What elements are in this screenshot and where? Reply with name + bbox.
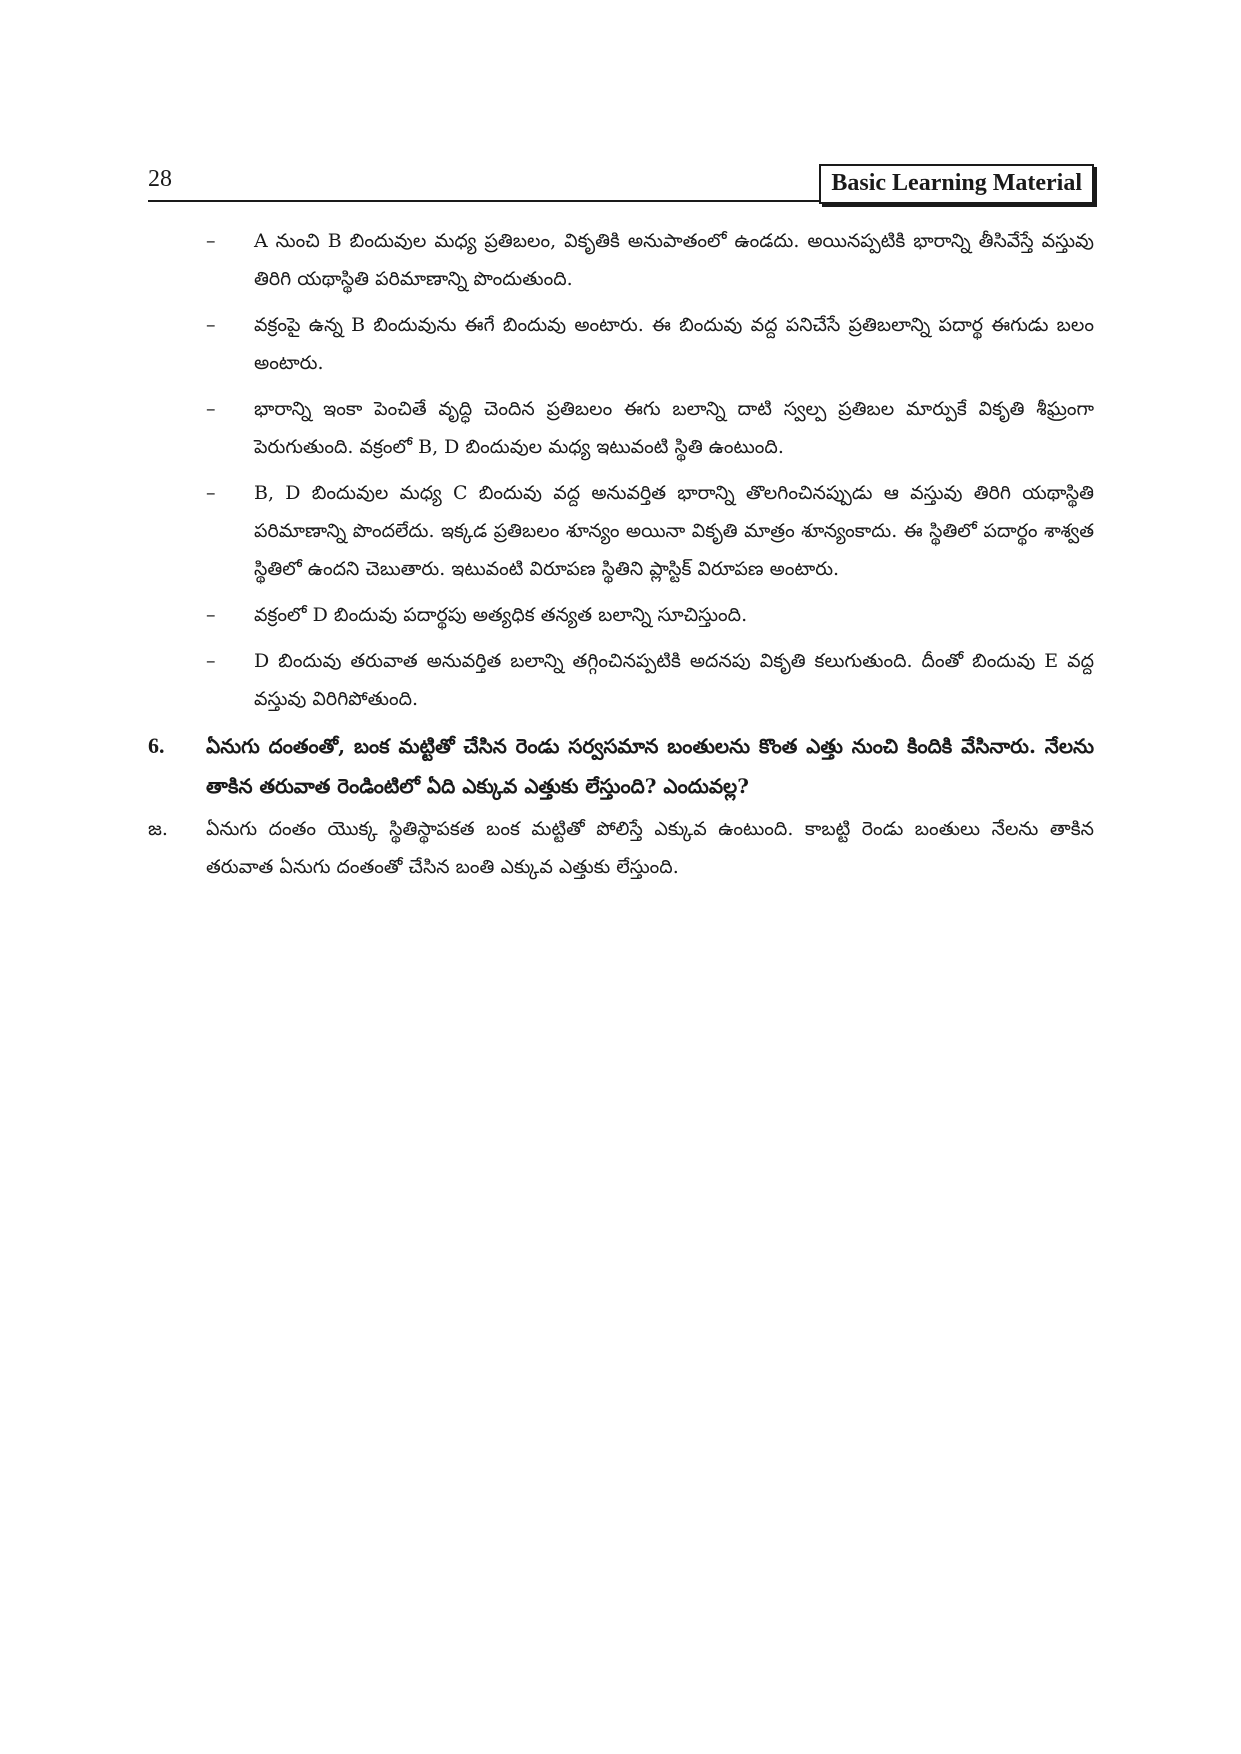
bullet-item	[148, 306, 1094, 382]
page-content	[148, 222, 1094, 886]
bullet-item	[148, 474, 1094, 588]
bullet-dash: –	[206, 604, 216, 626]
bullet-item	[148, 390, 1094, 466]
bullet-dash: –	[206, 314, 216, 336]
bullet-dash: –	[206, 398, 216, 420]
bullet-text: భారాన్ని ఇంకా పెంచితే వృద్ధి చెందిన ప్రతిబలం ఈగు బలాన్ని దాటి స్వల్ప ప్రతిబల మార్పుకే వికృతి శీఘ్రంగా పెరుగుతుంది. వక్రంలో B, D బిందువుల మధ్య ఇటువంటి స్థితి ఉంటుంది.	[254, 398, 1094, 458]
answer-label: జ.	[148, 818, 168, 840]
question-number: 6.	[148, 733, 165, 758]
bullet-text: వక్రంలో D బిందువు పదార్థపు అత్యధిక తన్యత బలాన్ని సూచిస్తుంది.	[254, 604, 748, 626]
header-title: Basic Learning Material	[819, 164, 1094, 204]
bullet-dash: –	[206, 650, 216, 672]
bullet-item	[148, 642, 1094, 718]
page-number: 28	[148, 166, 172, 192]
bullet-dash: –	[206, 230, 216, 252]
question	[148, 726, 1094, 806]
bullet-item	[148, 222, 1094, 298]
bullet-text: B, D బిందువుల మధ్య C బిందువు వద్ద అనువర్తిత భారాన్ని తొలగించినప్పుడు ఆ వస్తువు తిరిగి యథాస్థితి పరిమాణాన్ని పొందలేదు. ఇక్కడ ప్రతిబలం శూన్యం అయినా వికృతి మాత్రం శూన్యంకాదు. ఈ స్థితిలో పదార్థం శాశ్వత స్థితిలో ఉందని చెబుతారు. ఇటువంటి విరూపణ స్థితిని ప్లాస్టిక్ విరూపణ అంటారు.	[254, 482, 1094, 580]
answer	[148, 810, 1094, 886]
bullet-text: D బిందువు తరువాత అనువర్తిత బలాన్ని తగ్గించినప్పటికి అదనపు వికృతి కలుగుతుంది. దీంతో బిందువు E వద్ద వస్తువు విరిగిపోతుంది.	[254, 650, 1094, 710]
bullet-item	[148, 596, 1094, 634]
page-header	[148, 160, 1094, 204]
bullet-text: వక్రంపై ఉన్న B బిందువును ఈగే బిందువు అంటారు. ఈ బిందువు వద్ద పనిచేసే ప్రతిబలాన్ని పదార్థ ఈగుడు బలం అంటారు.	[254, 314, 1094, 374]
question-text: ఏనుగు దంతంతో, బంక మట్టితో చేసిన రెండు సర్వసమాన బంతులను కొంత ఎత్తు నుంచి కిందికి వేసినారు. నేలను తాకిన తరువాత రెండింటిలో ఏది ఎక్కువ ఎత్తుకు లేస్తుంది? ఎందువల్ల?	[206, 734, 1094, 798]
bullet-text: A నుంచి B బిందువుల మధ్య ప్రతిబలం, వికృతికి అనుపాతంలో ఉండదు. అయినప్పటికి భారాన్ని తీసివేస్తే వస్తువు తిరిగి యథాస్థితి పరిమాణాన్ని పొందుతుంది.	[254, 230, 1094, 290]
answer-text: ఏనుగు దంతం యొక్క స్థితిస్థాపకత బంక మట్టితో పోలిస్తే ఎక్కువ ఉంటుంది. కాబట్టి రెండు బంతులు నేలను తాకిన తరువాత ఏనుగు దంతంతో చేసిన బంతి ఎక్కువ ఎత్తుకు లేస్తుంది.	[206, 818, 1094, 878]
bullet-dash: –	[206, 482, 216, 504]
